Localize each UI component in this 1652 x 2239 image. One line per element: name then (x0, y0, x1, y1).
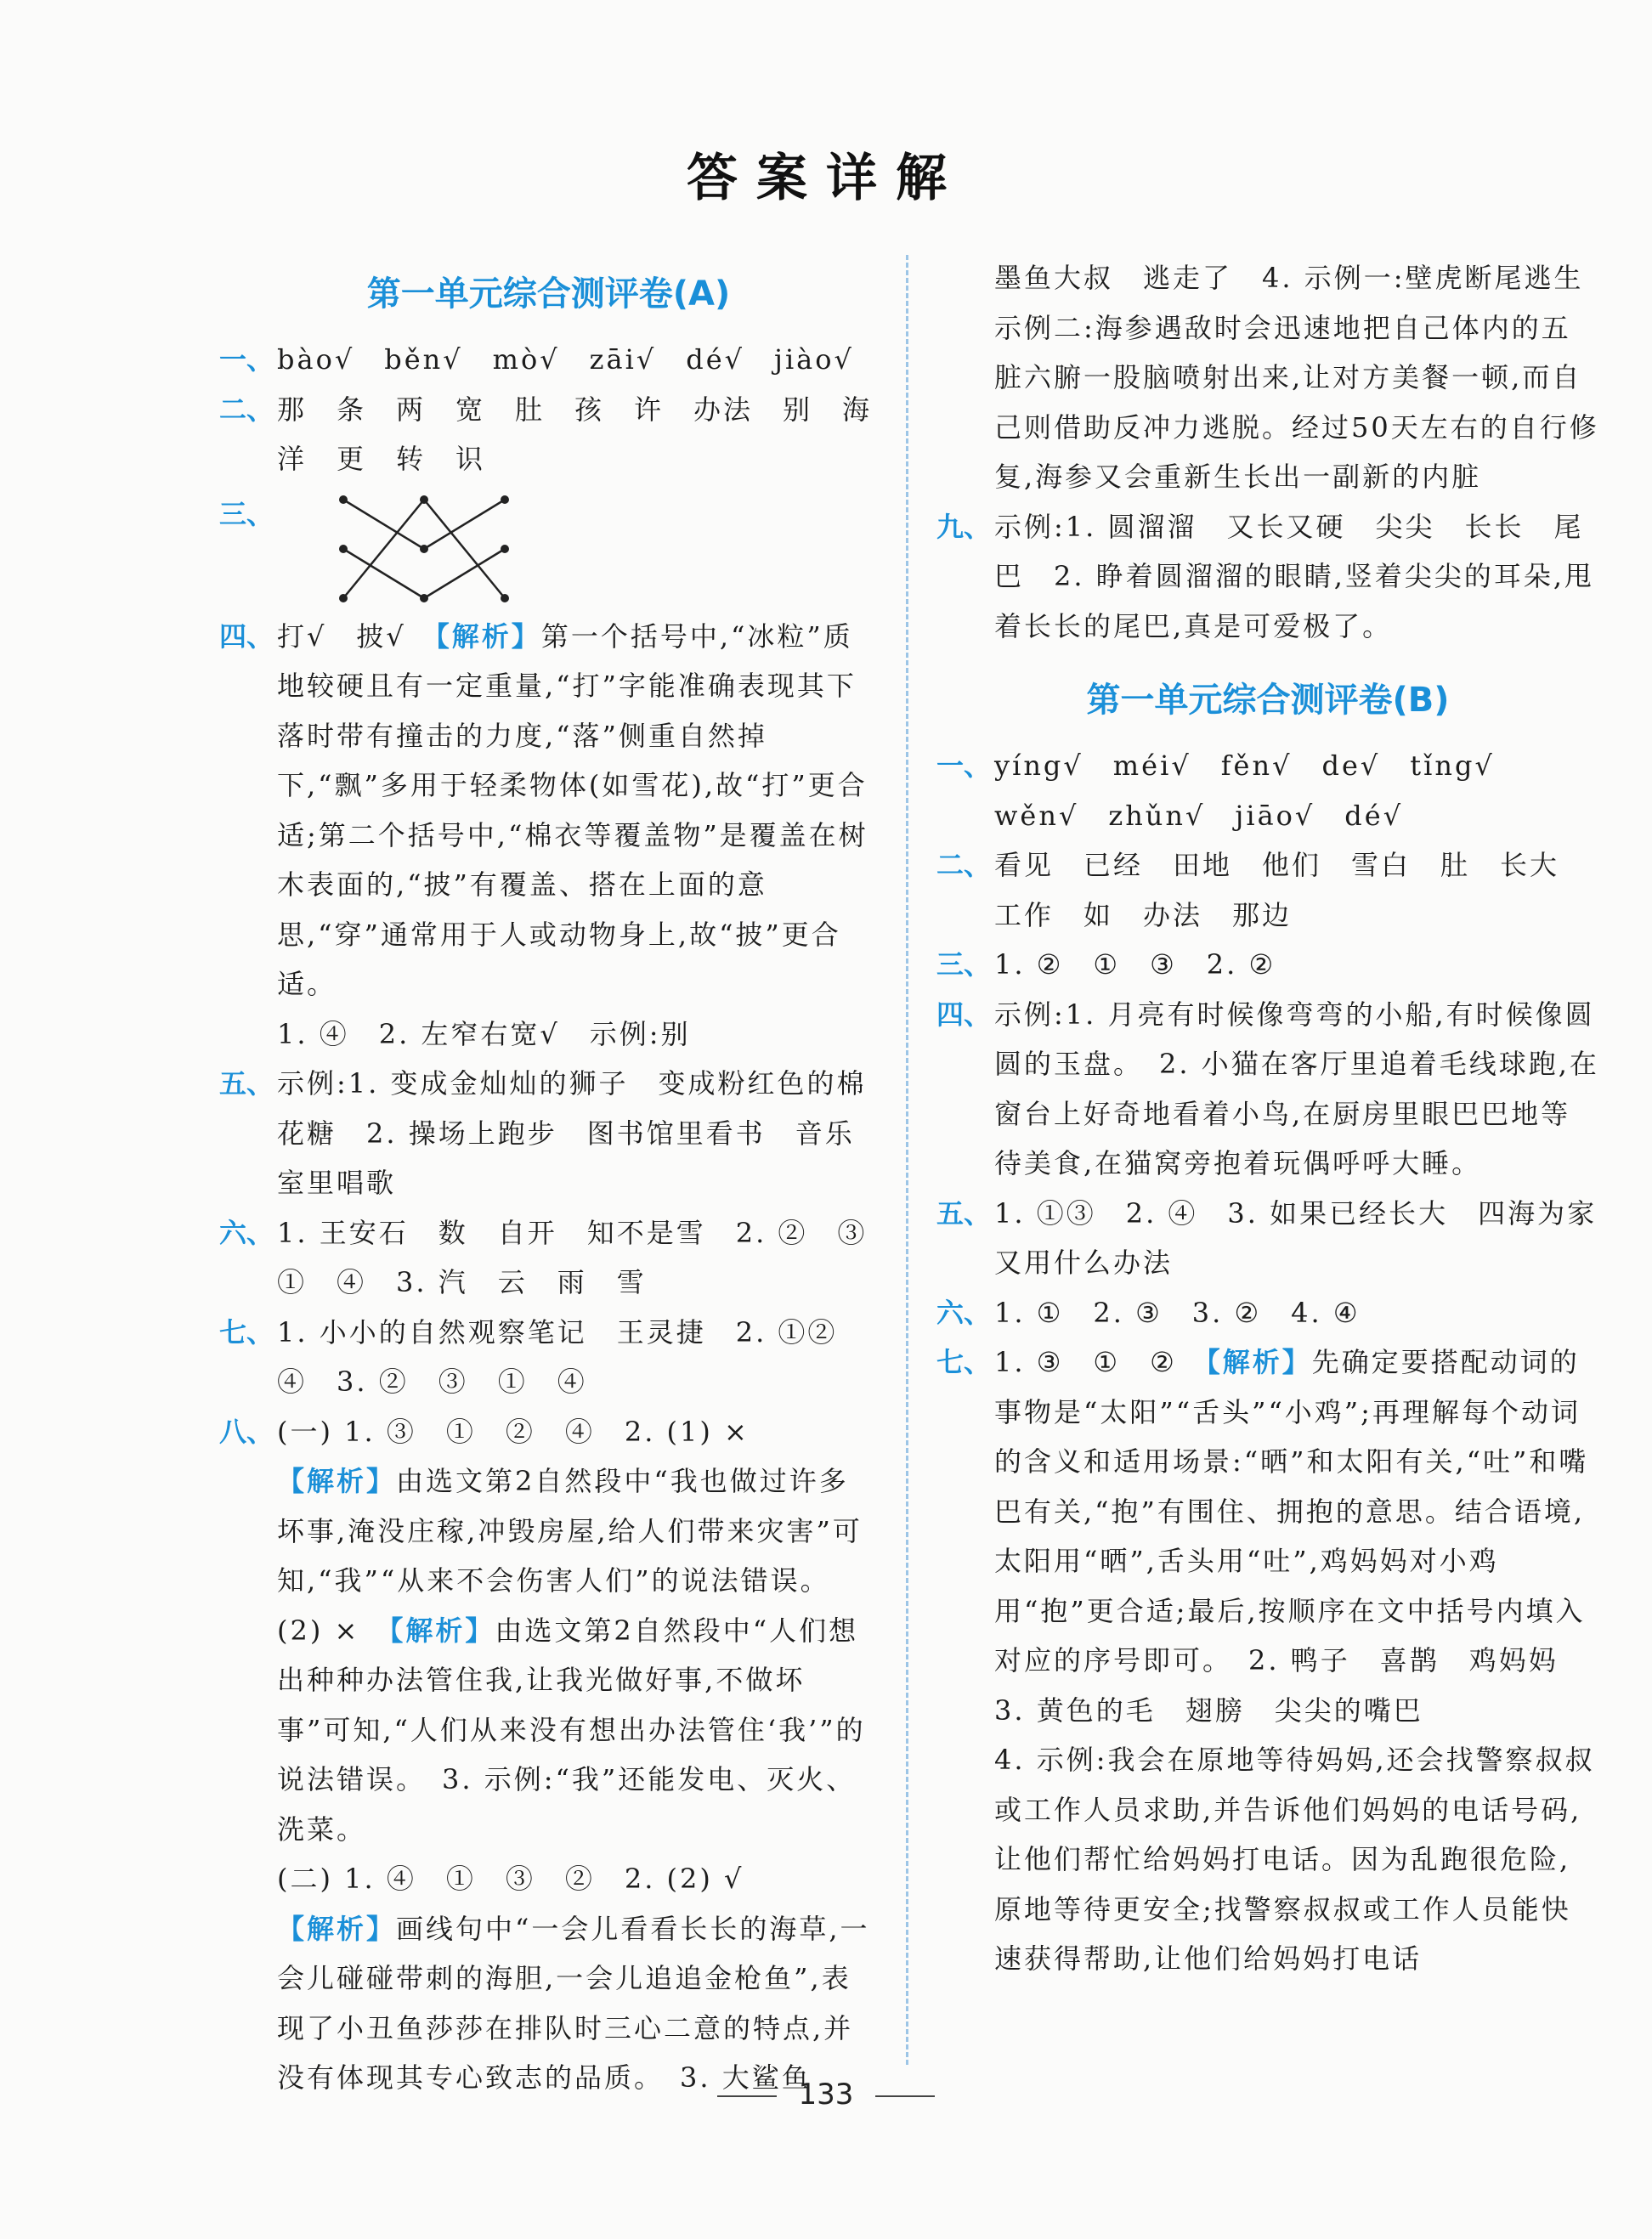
question-marker: 六、 (219, 1216, 274, 1249)
answer-text: 1. 小小的自然观察笔记 王灵捷 2. ①② ④ 3. ② ③ ① ④ (277, 1315, 868, 1398)
matching-line (424, 500, 505, 549)
matching-dot (420, 495, 428, 504)
section-b-title: 第一单元综合测评卷(B) (1086, 681, 1450, 720)
answer-item (219, 1606, 878, 1855)
question-marker: 四、 (936, 998, 992, 1031)
answer-item (936, 1337, 1599, 1735)
answer-text: 看见 已经 田地 他们 雪白 肚 长大 工作 如 办法 那边 (994, 849, 1590, 931)
analysis-label: 【解析】 (389, 1614, 495, 1647)
question-marker: 七、 (936, 1346, 992, 1378)
answer-item (936, 840, 1599, 940)
right-answer-list (936, 741, 1627, 1984)
answer-item (219, 1308, 878, 1407)
answer-text: 先确定要搭配动词的事物是“太阳”“舌头”“小鸡”;再理解每个动词的含义和适用场景:“晒”和太阳有关,“吐”和嘴巴有关,“抱”有围住、拥抱的意思。结合语境,太阳用“晒”,舌头用“吐”,鸡妈妈对小鸡用“抱”更合适;最后,按顺序在文中括号内填入对应的序号即可。 2. 鸭子 喜鹊 鸡妈妈 3. 黄色的毛 翅膀 尖尖的嘴巴 (994, 1346, 1589, 1727)
answer-text: 1. ①③ 2. ④ 3. 如果已经长大 四海为家 又用什么办法 (994, 1196, 1627, 1279)
answer-item (936, 1288, 1599, 1338)
answer-item (219, 489, 878, 608)
answer-item (936, 253, 1614, 502)
analysis-label: 【解析】 (277, 1465, 397, 1497)
answer-item (219, 335, 878, 385)
right-column (936, 245, 1627, 2038)
answer-prefix: 1. ③ ① ② (994, 1346, 1207, 1378)
answer-text: 第一个括号中,“冰粒”质地较硬且有一定重量,“打”字能准确表现其下落时带有撞击的力度,“落”侧重自然掉下,“飘”多用于轻柔物体(如雪花),故“打”更合适;第二个括号中,“棉衣等覆盖物”是覆盖在树木表面的,“披”有覆盖、搭在上面的意思,“穿”通常用于人或动物身上,故“披”更合适。 (277, 619, 868, 1000)
answer-text: bào√ běn√ mò√ zāi√ dé√ jiào√ (277, 343, 854, 376)
question-marker: 二、 (219, 393, 274, 426)
answer-item (219, 1854, 878, 2103)
answer-prefix: (一) 1. ③ ① ② ④ 2. (1) × (277, 1415, 779, 1448)
analysis-label: 【解析】 (277, 1912, 397, 1945)
question-marker: 七、 (219, 1315, 274, 1348)
answer-text: 4. 示例:我会在原地等待妈妈,还会找警察叔叔或工作人员求助,并告诉他们妈妈的电话号码,让他们帮忙给妈妈打电话。因为乱跑很危险,原地等待更安全;找警察叔叔或工作人员能快速获得帮助,让他们给妈妈打电话 (994, 1744, 1595, 1975)
answer-item (219, 385, 878, 484)
question-marker: 四、 (219, 619, 274, 653)
answer-text: 由选文第2自然段中“我也做过许多坏事,淹没庄稼,冲毁房屋,给人们带来灾害”可知,“我”“从来不会伤害人们”的说法错误。 (277, 1465, 863, 1597)
answer-text: 由选文第2自然段中“人们想出种种办法管住我,让我光做好事,不做坏事”可知,“人们从来没有想出办法管住‘我’”的说法错误。 3. 示例:“我”还能发电、灭火、洗菜。 (277, 1614, 866, 1846)
matching-line (424, 500, 505, 598)
page-title: 答案详解 (687, 149, 965, 208)
matching-dot (501, 495, 509, 504)
right-continued-answers (936, 253, 1614, 651)
matching-line (343, 549, 424, 598)
matching-dot (339, 495, 348, 504)
answer-item (219, 1208, 897, 1308)
left-column (219, 245, 897, 2094)
question-marker: 三、 (219, 497, 274, 530)
answer-text: 1. ② ① ③ 2. ② (994, 948, 1276, 981)
question-marker: 九、 (936, 510, 992, 543)
question-marker: 三、 (936, 948, 992, 981)
answer-item (219, 1407, 878, 1606)
column-divider (906, 255, 908, 2065)
answer-item (219, 1009, 878, 1060)
answer-item (936, 940, 1599, 990)
answer-text: 1. ① 2. ③ 3. ② 4. ④ (994, 1296, 1361, 1329)
question-marker: 八、 (219, 1415, 274, 1448)
answer-text: 画线句中“一会儿看看长长的海草,一会儿碰碰带刺的海胆,一会儿追追金枪鱼”,表现了小丑鱼莎莎在排队时三心二意的特点,并没有体现其专心致志的品质。 3. 大鲨鱼 (277, 1912, 870, 2094)
answer-text: 墨鱼大叔 逃走了 4. 示例一:壁虎断尾逃生 示例二:海参遇敌时会迅速地把自己体内的五脏六腑一股脑喷射出来,让对方美餐一顿,而自己则借助反冲力逃脱。经过50天左右的自行修复,海参又会重新生长出一副新的内脏 (994, 262, 1614, 493)
answer-item (219, 612, 878, 1009)
matching-dot (501, 545, 509, 553)
matching-line (424, 549, 505, 598)
answer-text: 1. ④ 2. 左窄右宽√ 示例:别 (277, 1017, 691, 1050)
answer-item (936, 990, 1599, 1189)
matching-dot (420, 545, 428, 553)
answer-prefix: 打√ 披√ (277, 619, 436, 653)
matching-lines-diagram (335, 489, 522, 608)
answer-item (936, 1189, 1627, 1288)
answer-item (936, 741, 1599, 840)
answer-text: 示例:1. 变成金灿灿的狮子 变成粉红色的棉花糖 2. 操场上跑步 图书馆里看书 音乐室里唱歌 (277, 1067, 867, 1199)
answer-text: 那 条 两 宽 肚 孩 许 办法 别 海洋 更 转 识 (277, 393, 873, 475)
question-marker: 一、 (219, 343, 274, 376)
matching-dot (339, 545, 348, 553)
answer-item (219, 1059, 878, 1208)
answer-item (936, 1735, 1599, 1984)
analysis-label: 【解析】 (1206, 1346, 1312, 1378)
question-marker: 五、 (219, 1067, 274, 1100)
matching-dot (420, 594, 428, 602)
matching-dot (339, 594, 348, 602)
left-answer-list (219, 335, 897, 2103)
section-a-title: 第一单元综合测评卷(A) (366, 274, 731, 314)
question-marker: 一、 (936, 749, 992, 782)
question-marker: 六、 (936, 1296, 992, 1329)
question-marker: 五、 (936, 1196, 992, 1230)
answer-prefix: (二) 1. ④ ① ③ ② 2. (2) √ (277, 1863, 774, 1895)
matching-line (343, 500, 424, 598)
answer-prefix: (2) × (277, 1614, 390, 1647)
answer-text: 1. 王安石 数 自开 知不是雪 2. ② ③ ① ④ 3. 汽 云 雨 雪 (277, 1216, 897, 1298)
answer-text: yíng√ méi√ fěn√ de√ tǐng√ wěn√ zhǔn√ jiāo√ dé√ (994, 749, 1525, 832)
answer-text: 示例:1. 月亮有时候像弯弯的小船,有时候像圆圆的玉盘。 2. 小猫在客厅里追着毛线球跑,在窗台上好奇地看着小鸟,在厨房里眼巴巴地等待美食,在猫窝旁抱着玩偶呼呼大睡。 (994, 998, 1599, 1179)
question-marker: 二、 (936, 849, 992, 881)
answer-text: 示例:1. 圆溜溜 又长又硬 尖尖 长长 尾巴 2. 睁着圆溜溜的眼睛,竖着尖尖的耳朵,甩着长长的尾巴,真是可爱极了。 (994, 510, 1595, 642)
page-number: 133 (0, 2078, 1652, 2112)
analysis-label: 【解析】 (435, 619, 541, 653)
matching-line (343, 500, 424, 549)
answer-item (936, 502, 1599, 652)
matching-dot (501, 594, 509, 602)
